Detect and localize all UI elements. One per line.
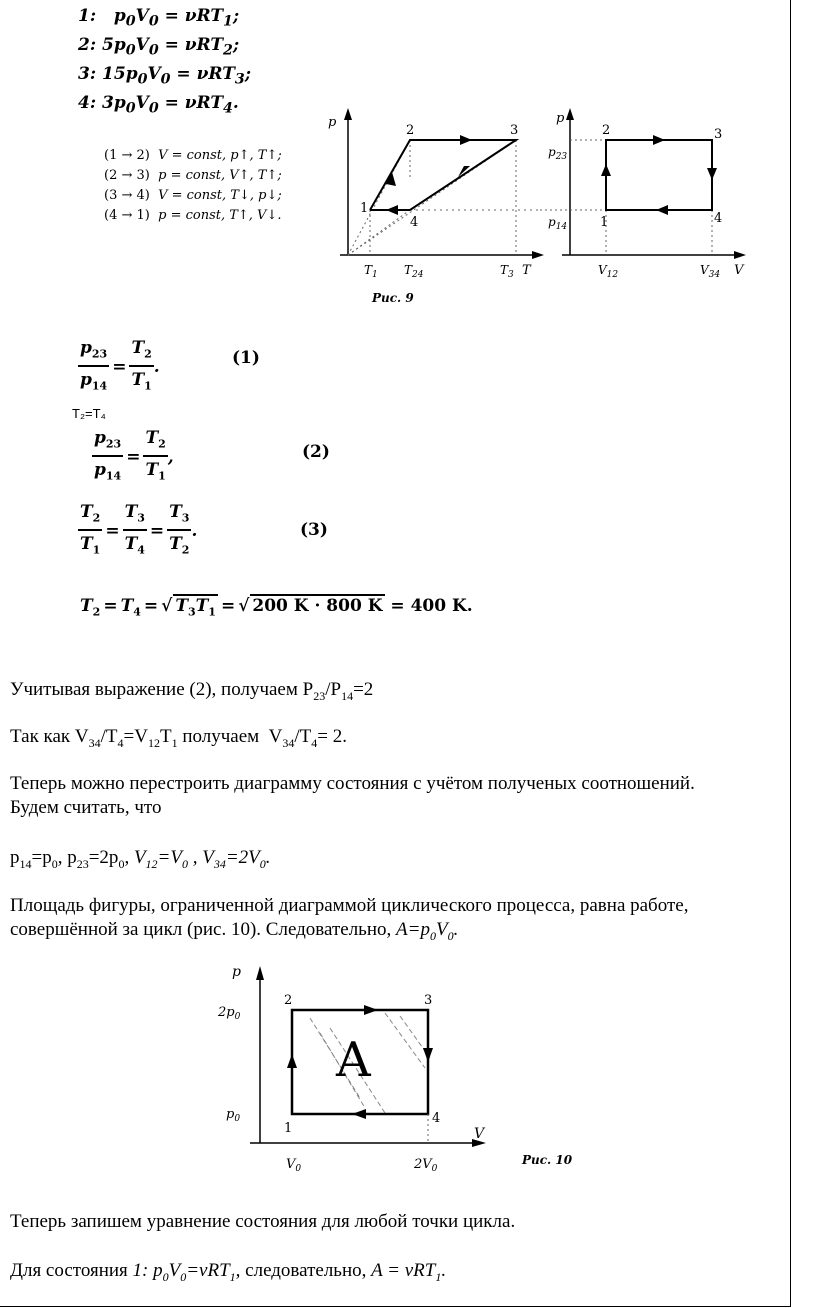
- svg-text:2: 2: [602, 123, 611, 138]
- svg-text:p23: $p_{23}$: [548, 145, 568, 162]
- svg-text:p: p: [328, 115, 337, 130]
- formula-3: $\frac{T_2}{T_1}$ = $\frac{T_3}{T_4}$ = $\frac{T_3}{T_2}$ .: [80, 502, 198, 557]
- formula-1: $\frac{p_{23}}{p_{14}}$ = $\frac{T_2}{T_1}$ .: [80, 338, 160, 393]
- paragraph-7: Для состояния 1: $p_0V_0=\nu RT_1$, следовательно, A = νRT$_1$.: [10, 1260, 447, 1284]
- equation-3: 3: $15p_0V_0 = \nu RT_3$;: [78, 64, 251, 88]
- fig9-pV-plot: [540, 108, 746, 280]
- svg-text:3: 3: [510, 123, 519, 138]
- svg-text:V: V: [474, 1126, 485, 1142]
- paragraph-1: Учитывая выражение (2), получаем $P_{23}/P_{14}=2$: [10, 679, 374, 703]
- fig9-caption: Рис. 9: [372, 291, 414, 305]
- fig10-caption: Рис. 10: [522, 1153, 573, 1167]
- svg-text:2V0: $2V_0$: [414, 1157, 438, 1174]
- svg-text:V34: $V_{34}$: [700, 263, 721, 280]
- svg-text:T1: $T_1$: [364, 263, 378, 280]
- svg-text:4: 4: [714, 211, 723, 226]
- process-list: [104, 146, 282, 226]
- formula-2-number: (2): [302, 442, 330, 462]
- formula-3-number: (3): [300, 520, 328, 540]
- svg-text:2p0: $2p_0$: [218, 1005, 241, 1022]
- paragraph-4: $p_{14}=p_0$, $p_{23}=2p_0$, $V_{12}=V_0$ , $V_{34}=2V_0$.: [10, 847, 271, 871]
- svg-text:T3: $T_3$: [500, 263, 514, 280]
- equation-1: 1: $p_0V_0 = \nu RT_1$;: [78, 6, 240, 30]
- svg-text:V12: $V_{12}$: [598, 263, 619, 280]
- area-label: A: [336, 1032, 371, 1088]
- paragraph-6: Теперь запишем уравнение состояния для любой точки цикла.: [10, 1211, 516, 1232]
- process-item: (1 → 2) V = const, p↑, T↑;: [104, 148, 282, 163]
- process-item: (3 → 4) V = const, T↓, p↓;: [104, 188, 282, 203]
- svg-text:3: 3: [424, 993, 433, 1008]
- t-equality: T₂=T₄: [72, 406, 106, 421]
- fig9-pT-plot: [328, 108, 544, 280]
- paragraph-2: Так как $V_{34}/T_4=V_{12}T_1$ получаем $V_{34}/T_4= 2$.: [10, 726, 348, 750]
- svg-text:1: 1: [600, 215, 609, 230]
- svg-text:p0: $p_0$: [226, 1107, 241, 1124]
- svg-text:1: 1: [360, 201, 369, 216]
- svg-text:4: 4: [410, 215, 419, 230]
- svg-text:1: 1: [284, 1121, 293, 1136]
- svg-text:p14: $p_{14}$: [548, 215, 568, 232]
- svg-text:V: V: [734, 263, 744, 278]
- process-item: (2 → 3) p = const, V↑, T↑;: [104, 168, 282, 183]
- equation-4: 4: $3p_0V_0 = \nu RT_4$.: [78, 93, 239, 117]
- formula-2: $\frac{p_{23}}{p_{14}}$ = $\frac{T_2}{T_1}$ ,: [94, 428, 174, 483]
- svg-text:p: p: [556, 111, 565, 126]
- svg-text:p: p: [232, 964, 241, 980]
- paragraph-3: Теперь можно перестроить диаграмму состояния с учётом полученых соотношений. Будем считать, что: [10, 773, 695, 818]
- figure-10: [210, 958, 610, 1188]
- fig10-pV-plot: [217, 964, 486, 1174]
- state-equations: [78, 5, 251, 121]
- process-item: (4 → 1) p = const, T↑, V↓.: [104, 208, 282, 223]
- figure-9: [310, 100, 760, 310]
- svg-text:3: 3: [714, 127, 723, 142]
- svg-text:T24: $T_{24}$: [404, 263, 424, 280]
- equation-2: 2: $5p_0V_0 = \nu RT_2$;: [78, 35, 240, 59]
- svg-text:V0: $V_0$: [286, 1157, 302, 1174]
- svg-text:4: 4: [432, 1111, 441, 1126]
- formula-1-number: (1): [232, 348, 260, 368]
- svg-text:2: 2: [406, 123, 415, 138]
- paragraph-5: Площадь фигуры, ограниченной диаграммой циклического процесса, равна работе, совершённой за цикл (рис. 10). Следовательно, $A=p_0V_0$.: [10, 895, 689, 943]
- svg-text:2: 2: [284, 993, 293, 1008]
- svg-text:T: T: [522, 263, 531, 278]
- formula-4: $T_2 = T_4$ = √ $T_3T_1$ = √ 200 K · 800 K = 400 K.: [80, 596, 473, 619]
